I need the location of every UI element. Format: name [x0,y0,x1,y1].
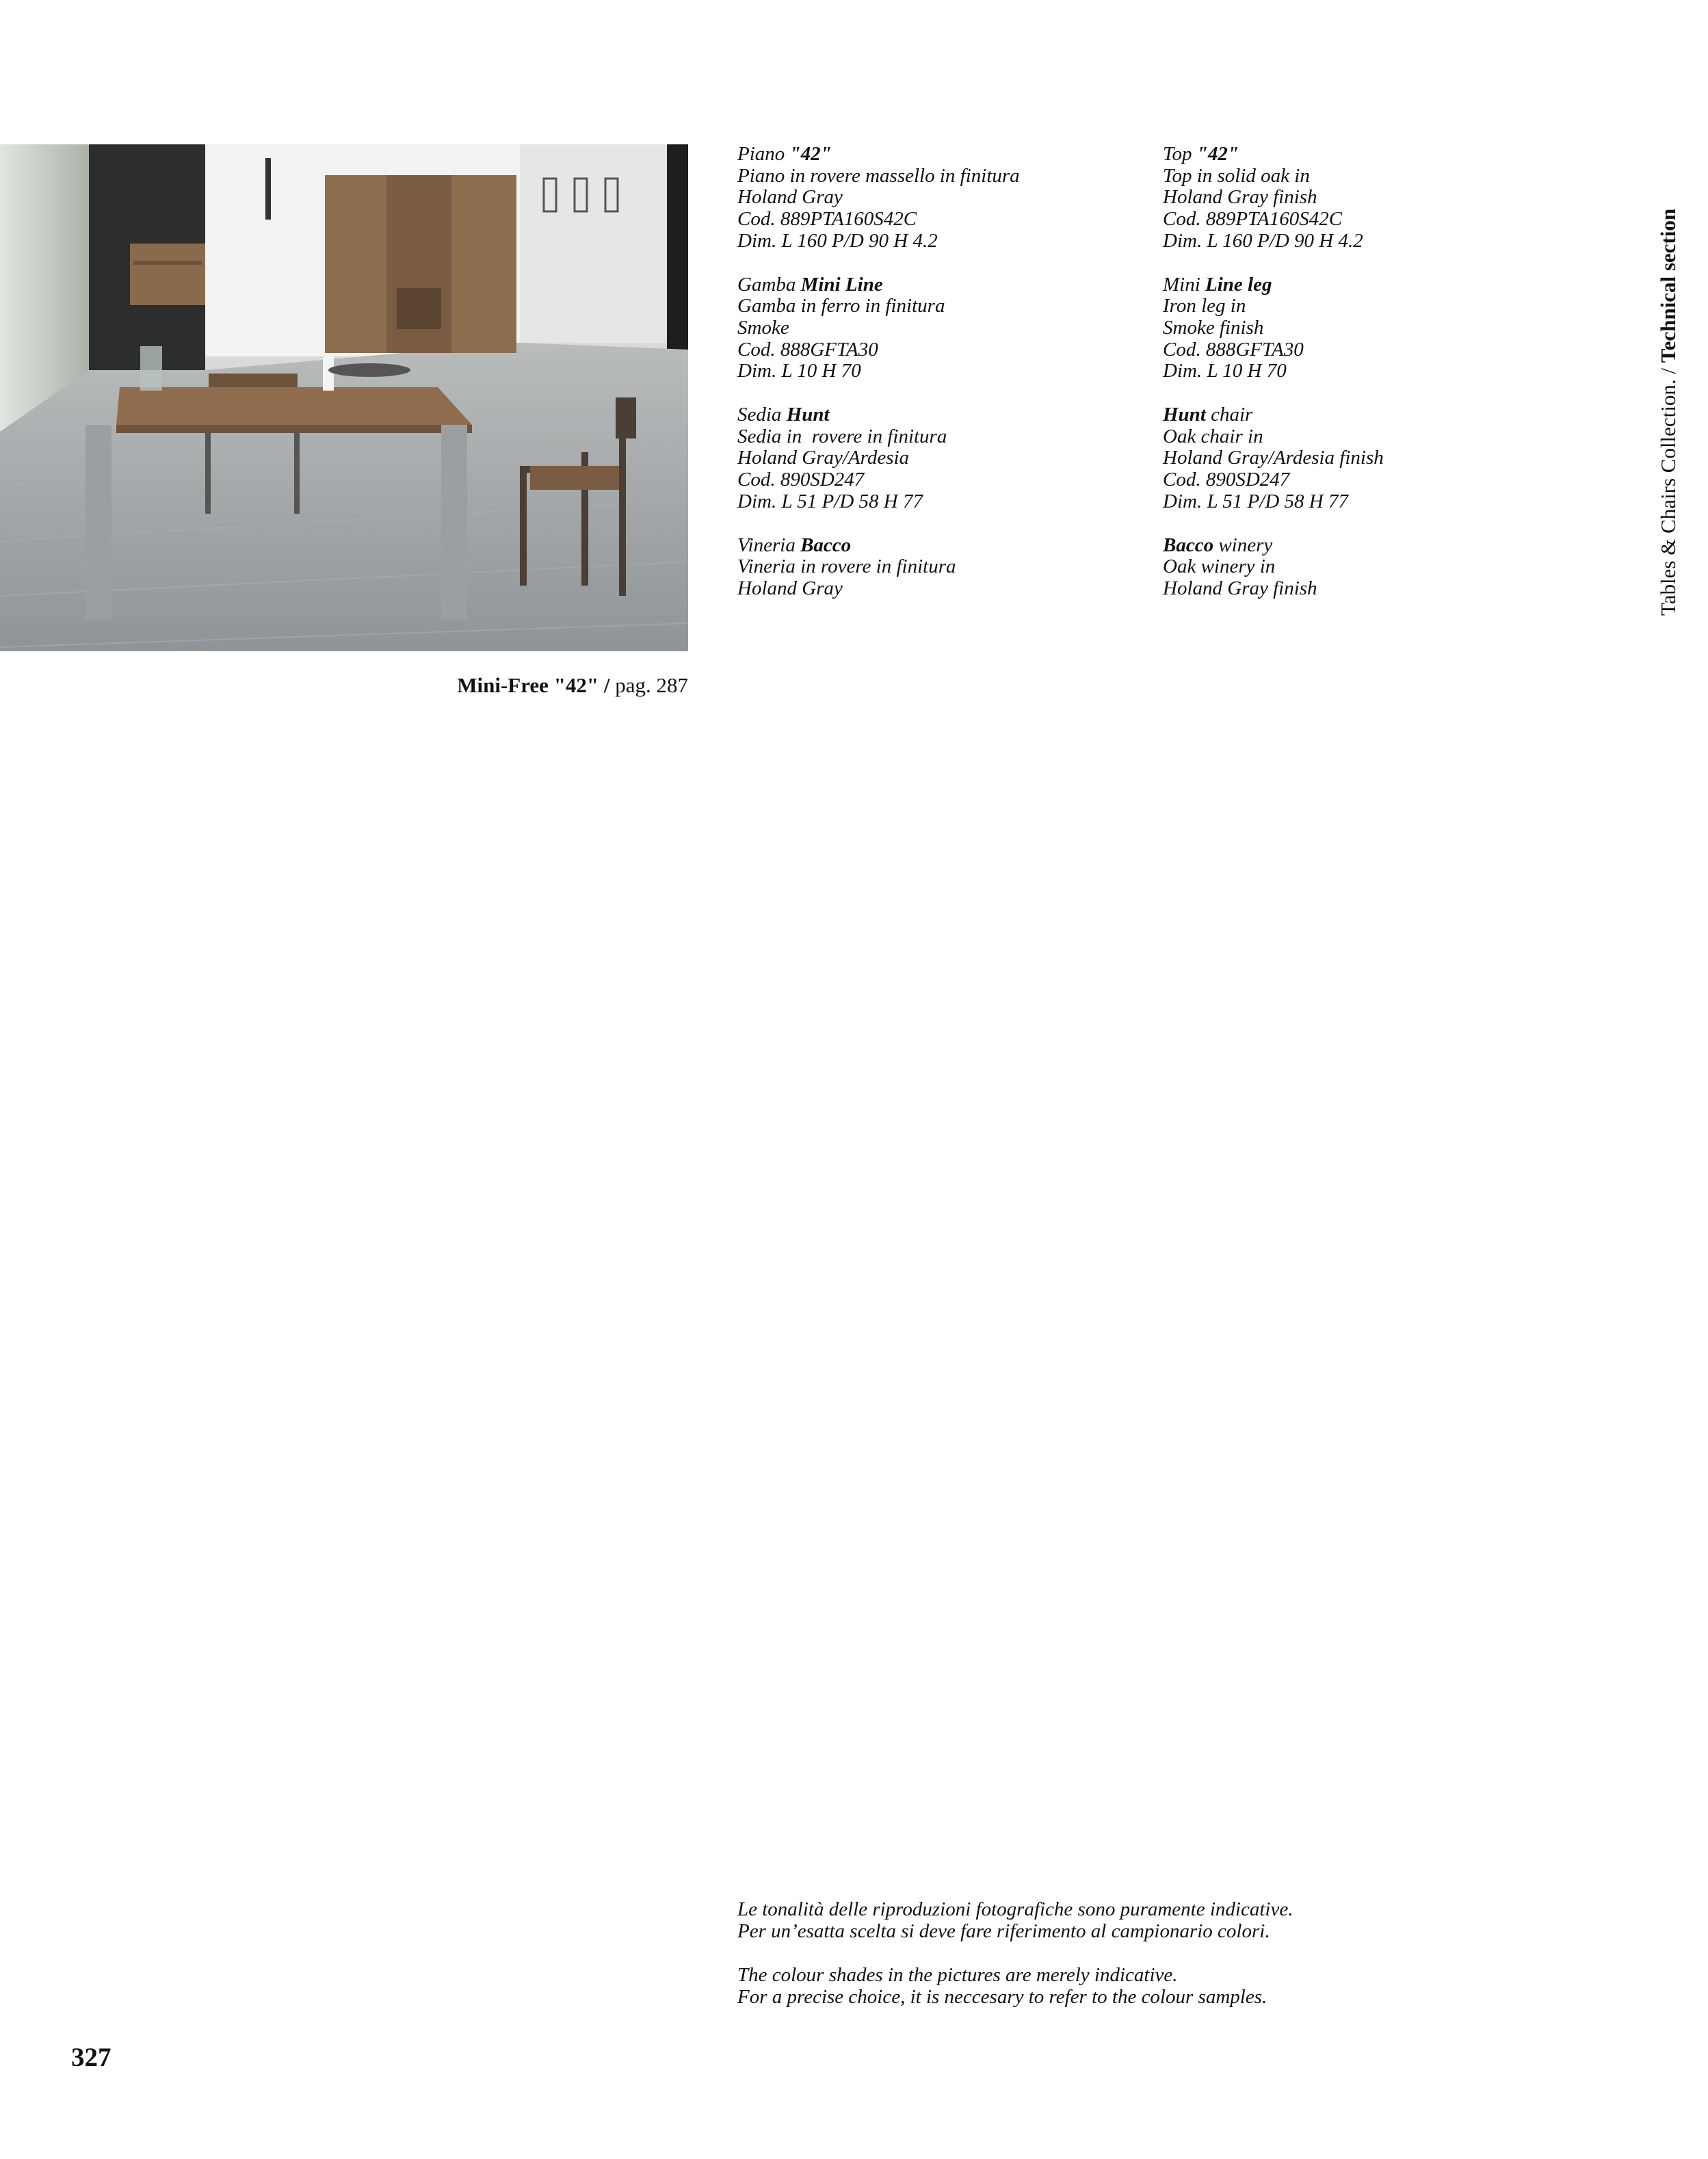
spec-line: Gamba in ferro in finitura [737,295,945,317]
heading-prefix: Gamba [737,273,801,296]
spec-line: Cod. 890SD247 [737,469,865,491]
spec-line: Dim. L 51 P/D 58 H 77 [737,490,923,512]
heading-bold: Bacco [1163,534,1214,556]
spec-block-sedia [737,404,1148,513]
product-photo [0,144,688,651]
spec-line: Dim. L 160 P/D 90 H 4.2 [737,229,938,252]
spec-line: Oak chair in [1163,425,1263,447]
heading-bold: "42" [1196,143,1239,165]
spec-line: Piano in rovere massello in finitura [737,164,1020,187]
heading-prefix: Mini [1163,273,1206,296]
spec-line: Vineria in rovere in finitura [737,555,956,578]
caption-page: pag. 287 [615,673,688,697]
caption-name: Mini-Free [457,673,549,697]
spec-heading [737,404,1148,426]
section-title-text [1655,144,1682,616]
heading-bold: Hunt [1163,404,1206,426]
spec-line: Cod. 889PTA160S42C [1163,208,1343,231]
italian-specs [737,144,1148,622]
spec-line: Dim. L 10 H 70 [737,360,861,382]
spec-block-piano [737,144,1148,252]
spec-block-leg [1163,274,1587,383]
spec-line: Holand Gray/Ardesia finish [1163,447,1384,469]
caption-model: "42" [553,673,599,697]
spec-line: Cod. 890SD247 [1163,469,1290,491]
spec-line: Holand Gray [737,577,843,599]
disclaimer-line: The colour shades in the pictures are merely indicative. [737,1964,1178,1986]
spec-heading [1163,535,1587,557]
colour-disclaimer [737,1898,1627,2030]
section-collection: Tables & Chairs Collection. / [1656,363,1680,616]
spec-heading [1163,404,1587,426]
spec-block-vineria [737,535,1148,600]
spec-heading [737,274,1148,296]
section-title-vertical [1655,144,1682,616]
disclaimer-line: Le tonalità delle riproduzioni fotografiche sono puramente indicative. [737,1898,1293,1920]
spec-heading [1163,144,1587,166]
spec-line: Holand Gray [737,186,843,209]
spec-line: Holand Gray finish [1163,186,1317,209]
spec-line: Oak winery in [1163,555,1276,578]
heading-prefix: Sedia [737,404,787,426]
spec-line: Dim. L 10 H 70 [1163,360,1287,382]
heading-bold: Mini Line [800,273,883,296]
section-technical: Technical section [1656,208,1680,363]
spec-heading [737,535,1148,557]
heading-bold: "42" [789,143,832,165]
page-number: 327 [71,2043,111,2072]
spec-block-chair [1163,404,1587,513]
heading-suffix: winery [1213,534,1273,556]
spec-heading [737,144,1148,166]
spec-line: Cod. 889PTA160S42C [737,208,917,231]
spec-line: Sedia in rovere in finitura [737,425,947,447]
spec-block-top [1163,144,1587,252]
spec-line: Holand Gray/Ardesia [737,447,910,469]
spec-block-gamba [737,274,1148,383]
heading-suffix: chair [1205,404,1253,426]
dining-room-photo-icon [0,144,688,651]
spec-line: Cod. 888GFTA30 [737,338,878,361]
spec-line: Cod. 888GFTA30 [1163,338,1304,361]
heading-prefix: Vineria [737,534,801,556]
spec-heading [1163,274,1587,296]
heading-bold: Line leg [1205,273,1272,296]
spec-line: Top in solid oak in [1163,164,1310,187]
photo-caption [457,673,688,698]
heading-bold: Bacco [800,534,852,556]
spec-line: Smoke [737,316,789,339]
spec-line: Smoke finish [1163,316,1264,339]
spec-line: Holand Gray finish [1163,577,1317,599]
spec-block-winery [1163,535,1587,600]
caption-sep: / [599,673,616,697]
disclaimer-line: Per un’esatta scelta si deve fare riferimento al campionario colori. [737,1920,1270,1942]
disclaimer-english [737,1964,1627,2008]
heading-bold: Hunt [786,404,830,426]
heading-prefix: Top [1163,143,1197,165]
spec-line: Iron leg in [1163,295,1246,317]
spec-line: Dim. L 160 P/D 90 H 4.2 [1163,229,1363,252]
disclaimer-line: For a precise choice, it is neccesary to refer to the colour samples. [737,1986,1267,2008]
disclaimer-italian [737,1898,1627,1942]
heading-prefix: Piano [737,143,790,165]
english-specs [1163,144,1587,622]
spec-line: Dim. L 51 P/D 58 H 77 [1163,490,1348,512]
